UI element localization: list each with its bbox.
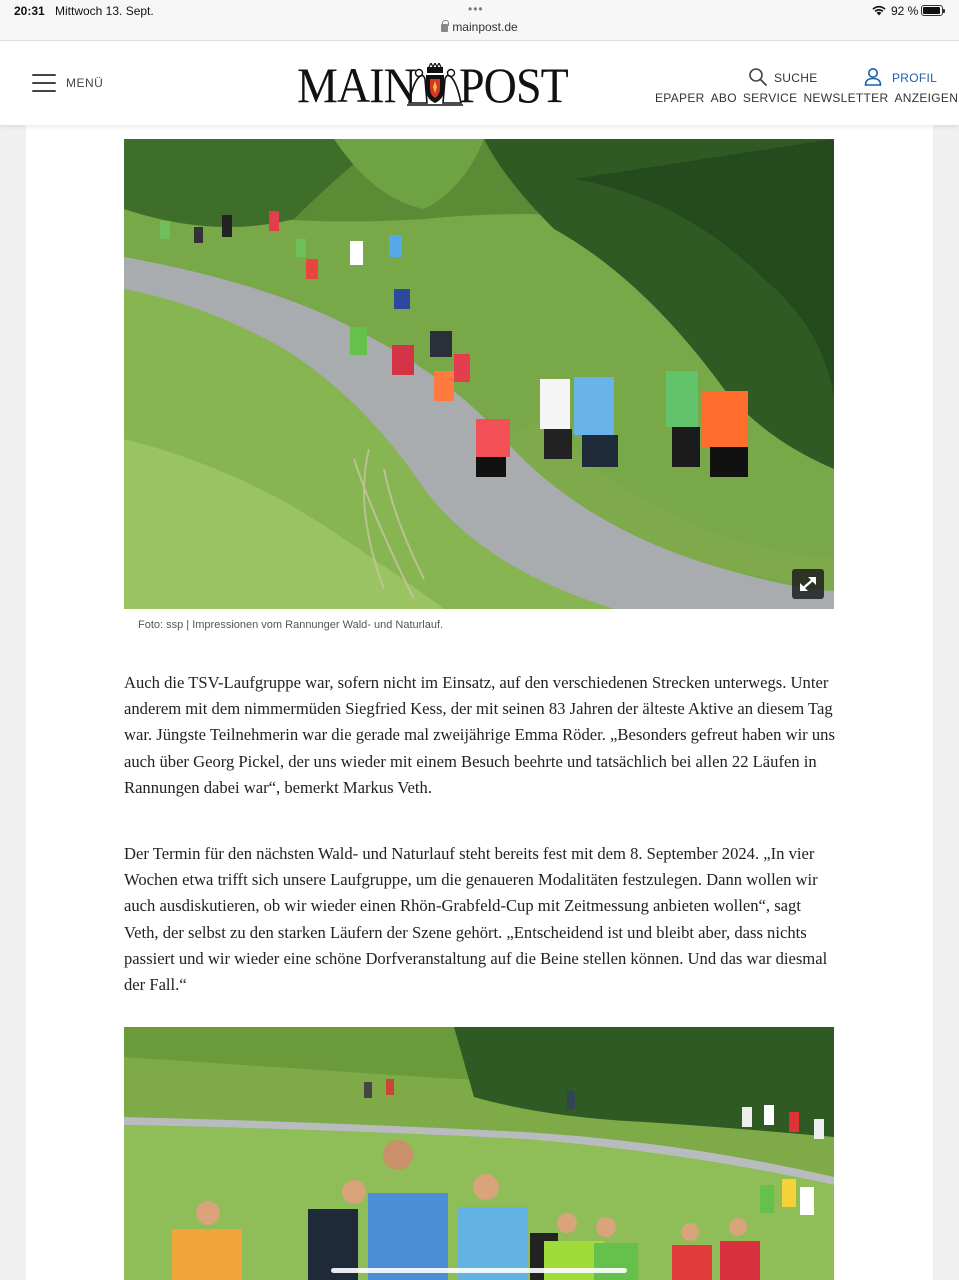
user-icon [864, 67, 882, 87]
nav-service[interactable]: SERVICE [742, 91, 798, 105]
status-time: 20:31 [14, 4, 45, 18]
photo-caption: Foto: ssp | Impressionen vom Rannunger Wald- und Naturlauf. [138, 619, 444, 631]
profile-label: PROFIL [892, 71, 938, 85]
nav-epaper[interactable]: EPAPER [655, 91, 705, 105]
menu-label: MENÜ [66, 76, 104, 90]
article-paragraph-1: Auch die TSV-Laufgruppe war, sofern nicht im Einsatz, auf den verschiedenen Strecken unterwegs. Unter anderem mit dem nimmermüden Siegfried Kess, der mit seinen 83 Jahren der älteste Aktive an diesem Tag war. Jüngste Teilnehmerin war die gerade mal zweijährige Emma Röder. „Besonders gefreut haben wir uns auch über Georg Pickel, der uns wieder mit einem Besuch beehrte und tatsächlich bei allen 22 Läufen in Rannungen dabei war“, bemerkt Markus Veth. [124, 673, 835, 797]
nav-newsletter[interactable]: NEWSLETTER [803, 91, 889, 105]
address-url: mainpost.de [452, 20, 518, 34]
battery-icon [921, 5, 943, 16]
menu-button[interactable] [32, 72, 112, 96]
address-bar[interactable] [0, 20, 959, 34]
status-bar [0, 0, 959, 40]
coat-of-arms-icon [405, 63, 465, 107]
lock-icon [441, 24, 448, 32]
wifi-icon [871, 4, 887, 16]
battery-percent: 92 % [891, 4, 919, 18]
multitask-dots-icon[interactable]: ••• [468, 2, 484, 16]
profile-button[interactable] [864, 67, 938, 89]
nav-anzeigen[interactable]: ANZEIGEN [894, 91, 959, 105]
status-date: Mittwoch 13. Sept. [55, 4, 154, 18]
article-body [26, 125, 933, 1280]
hamburger-icon [32, 74, 56, 92]
logo-text-left: MAIN [297, 57, 416, 113]
expand-icon [792, 569, 824, 599]
expand-image-button[interactable] [792, 569, 824, 599]
main-post-logo[interactable] [297, 59, 569, 111]
search-button[interactable] [748, 67, 818, 89]
search-label: SUCHE [774, 71, 818, 85]
top-navigation [655, 91, 958, 109]
nav-abo[interactable]: ABO [710, 91, 737, 105]
site-header [0, 40, 959, 125]
photo-runners-on-path [124, 139, 834, 609]
photo-runners-in-field [124, 1027, 834, 1280]
article-paragraph-2: Der Termin für den nächsten Wald- und Naturlauf steht bereits fest mit dem 8. September 2024. „In vier Wochen etwa trifft sich unsere Laufgruppe, um die genaueren Modalitäten festzulegen. Dann wollen wir auch ausdiskutieren, ob wir wieder einen Rhön-Grabfeld-Cup mit Zeitmessung anbieten wollen“, sagt Veth, der selbst zu den starken Läufern der Szene gehört. „Entscheidend ist und bleibt aber, dass nichts passiert und wir wieder eine schöne Dorfveranstaltung auf die Beine stellen können. Und das war diesmal der Fall.“ [124, 844, 828, 995]
logo-text-right: POST [459, 57, 568, 113]
battery-fill [923, 7, 940, 14]
search-icon [748, 67, 768, 87]
home-indicator[interactable] [331, 1268, 627, 1273]
article-photo-runners-path[interactable] [124, 139, 834, 609]
article-photo-runners-field[interactable] [124, 1027, 834, 1280]
